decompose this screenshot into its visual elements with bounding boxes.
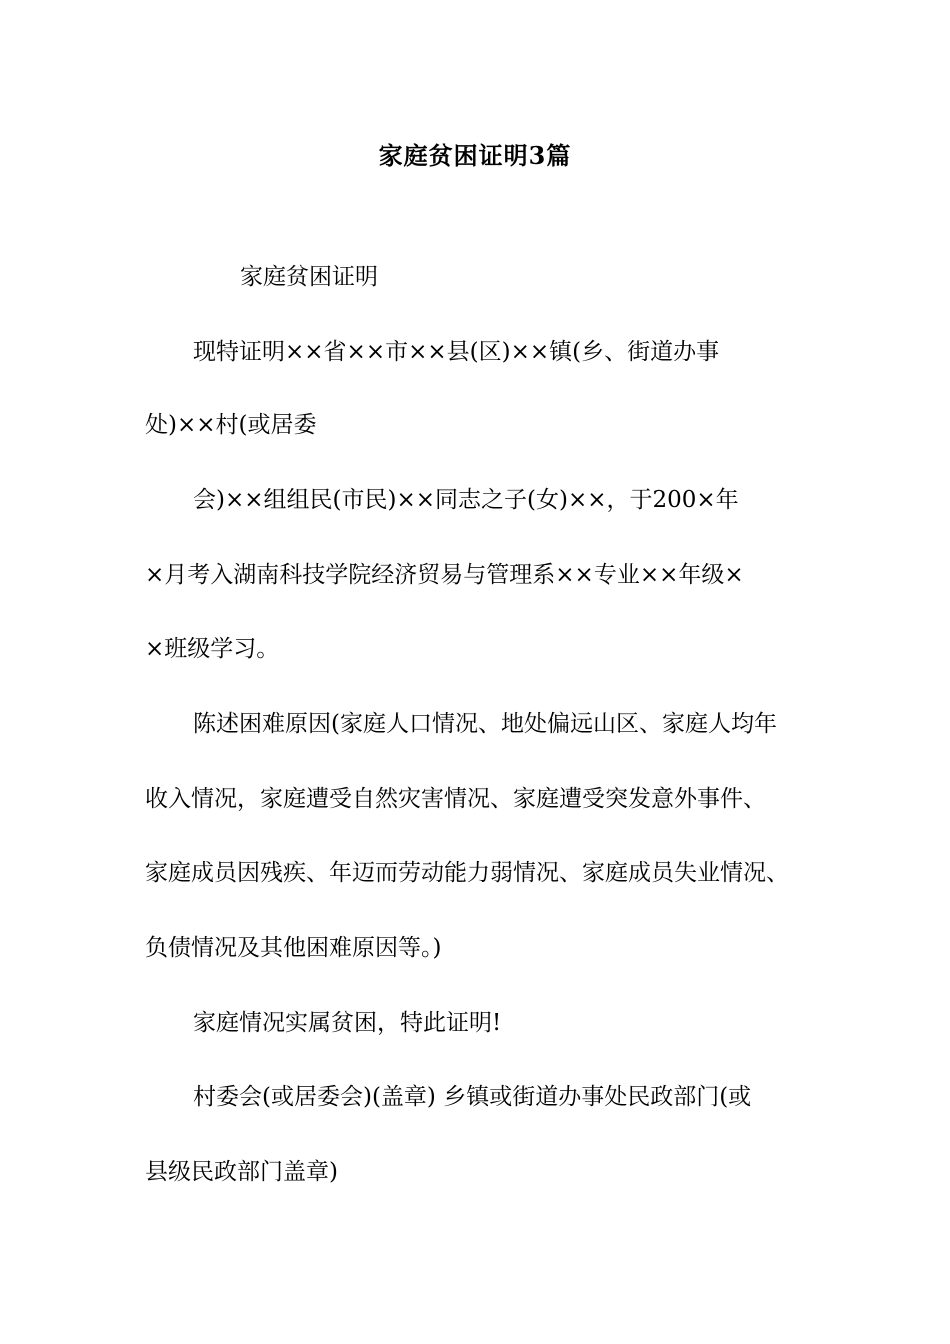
paragraph-line: 家庭成员因残疾、年迈而劳动能力弱情况、家庭成员失业情况、 — [145, 860, 789, 886]
paragraph-line: 处)××村(或居委 — [145, 412, 317, 438]
document-title: 家庭贫困证明3篇 — [378, 141, 572, 170]
paragraph-line: ×班级学习。 — [145, 636, 280, 662]
paragraph-line: 负债情况及其他困难原因等。) — [145, 935, 442, 961]
document-subtitle: 家庭贫困证明 — [240, 264, 378, 290]
paragraph-line: 陈述困难原因(家庭人口情况、地处偏远山区、家庭人均年 — [193, 711, 777, 737]
paragraph-line: 村委会(或居委会)(盖章) 乡镇或街道办事处民政部门(或 — [193, 1084, 752, 1110]
paragraph-line: ×月考入湖南科技学院经济贸易与管理系××专业××年级× — [145, 562, 744, 588]
paragraph-line: 县级民政部门盖章) — [145, 1159, 338, 1185]
paragraph-line: 现特证明××省××市××县(区)××镇(乡、街道办事 — [193, 339, 720, 365]
paragraph-line: 收入情况，家庭遭受自然灾害情况、家庭遭受突发意外事件、 — [145, 786, 766, 812]
paragraph-line: 会)××组组民(市民)××同志之子(女)××，于200×年 — [193, 487, 739, 513]
paragraph-line: 家庭情况实属贫困，特此证明! — [193, 1010, 502, 1036]
